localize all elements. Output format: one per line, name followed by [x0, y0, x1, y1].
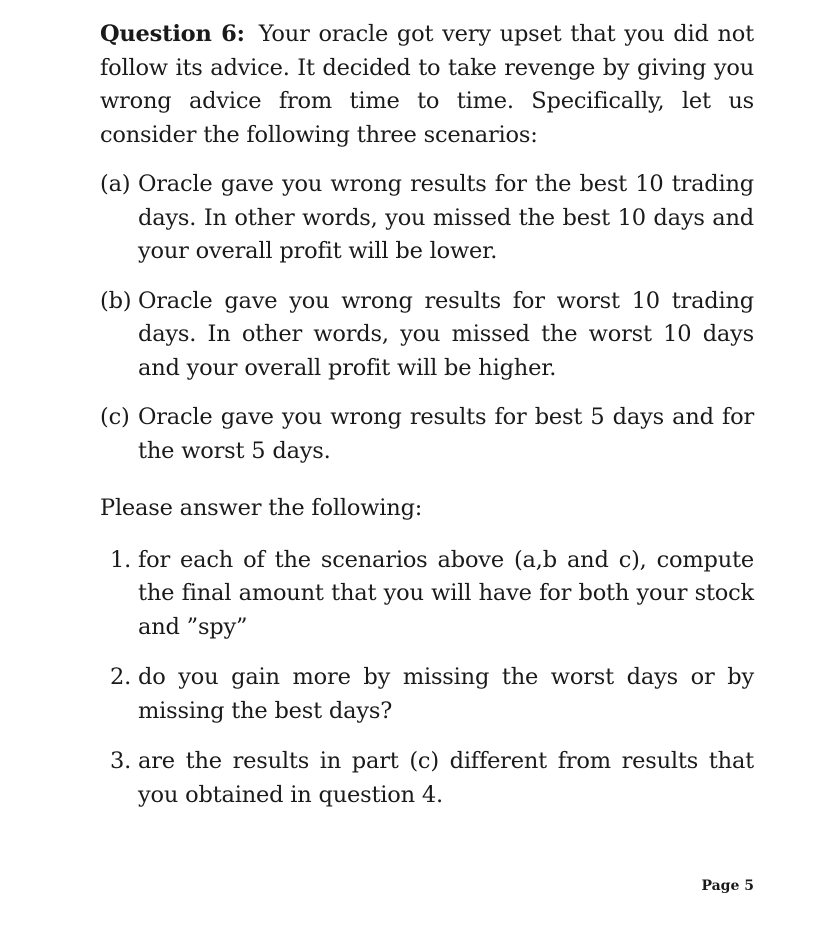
scenario-item: [100, 285, 754, 386]
task-text: do you gain more by missing the worst days or by missing the best days?: [138, 664, 754, 724]
question-paragraph: [100, 18, 754, 152]
scenario-marker: (b): [100, 287, 132, 314]
task-marker: 1.: [110, 546, 132, 573]
page-number: Page 5: [701, 878, 754, 894]
task-item: [100, 661, 754, 728]
task-item: [100, 745, 754, 812]
scenario-text: Oracle gave you wrong results for best 5 days and for the worst 5 days.: [138, 404, 754, 464]
document-page: [100, 18, 754, 829]
scenario-list: [100, 168, 754, 468]
task-marker: 3.: [110, 748, 132, 774]
task-marker: 2.: [110, 664, 132, 690]
task-item: [100, 544, 754, 645]
question-intro: Your oracle got very upset that you did not follow its advice. It decided to take revenge by giving you wrong advice from time to time. Specifically, let us consider the following three scenarios:: [100, 21, 754, 148]
task-text: are the results in part (c) different from results that you obtained in question 4.: [138, 748, 754, 808]
answer-intro: Please answer the following:: [100, 495, 423, 521]
scenario-item: [100, 401, 754, 468]
task-list: [100, 544, 754, 813]
scenario-item: [100, 168, 754, 269]
task-text: for each of the scenarios above (a,b and c), compute the final amount that you will have for both your stock and ”spy”: [138, 546, 754, 640]
scenario-marker: (a): [100, 171, 131, 197]
scenario-text: Oracle gave you wrong results for worst 10 trading days. In other words, you missed the worst 10 days and your overall profit will be higher.: [138, 287, 754, 381]
question-label: Question 6:: [100, 21, 245, 47]
scenario-marker: (c): [100, 404, 130, 430]
scenario-text: Oracle gave you wrong results for the best 10 trading days. In other words, you missed the best 10 days and your overall profit will be lower.: [138, 171, 754, 264]
